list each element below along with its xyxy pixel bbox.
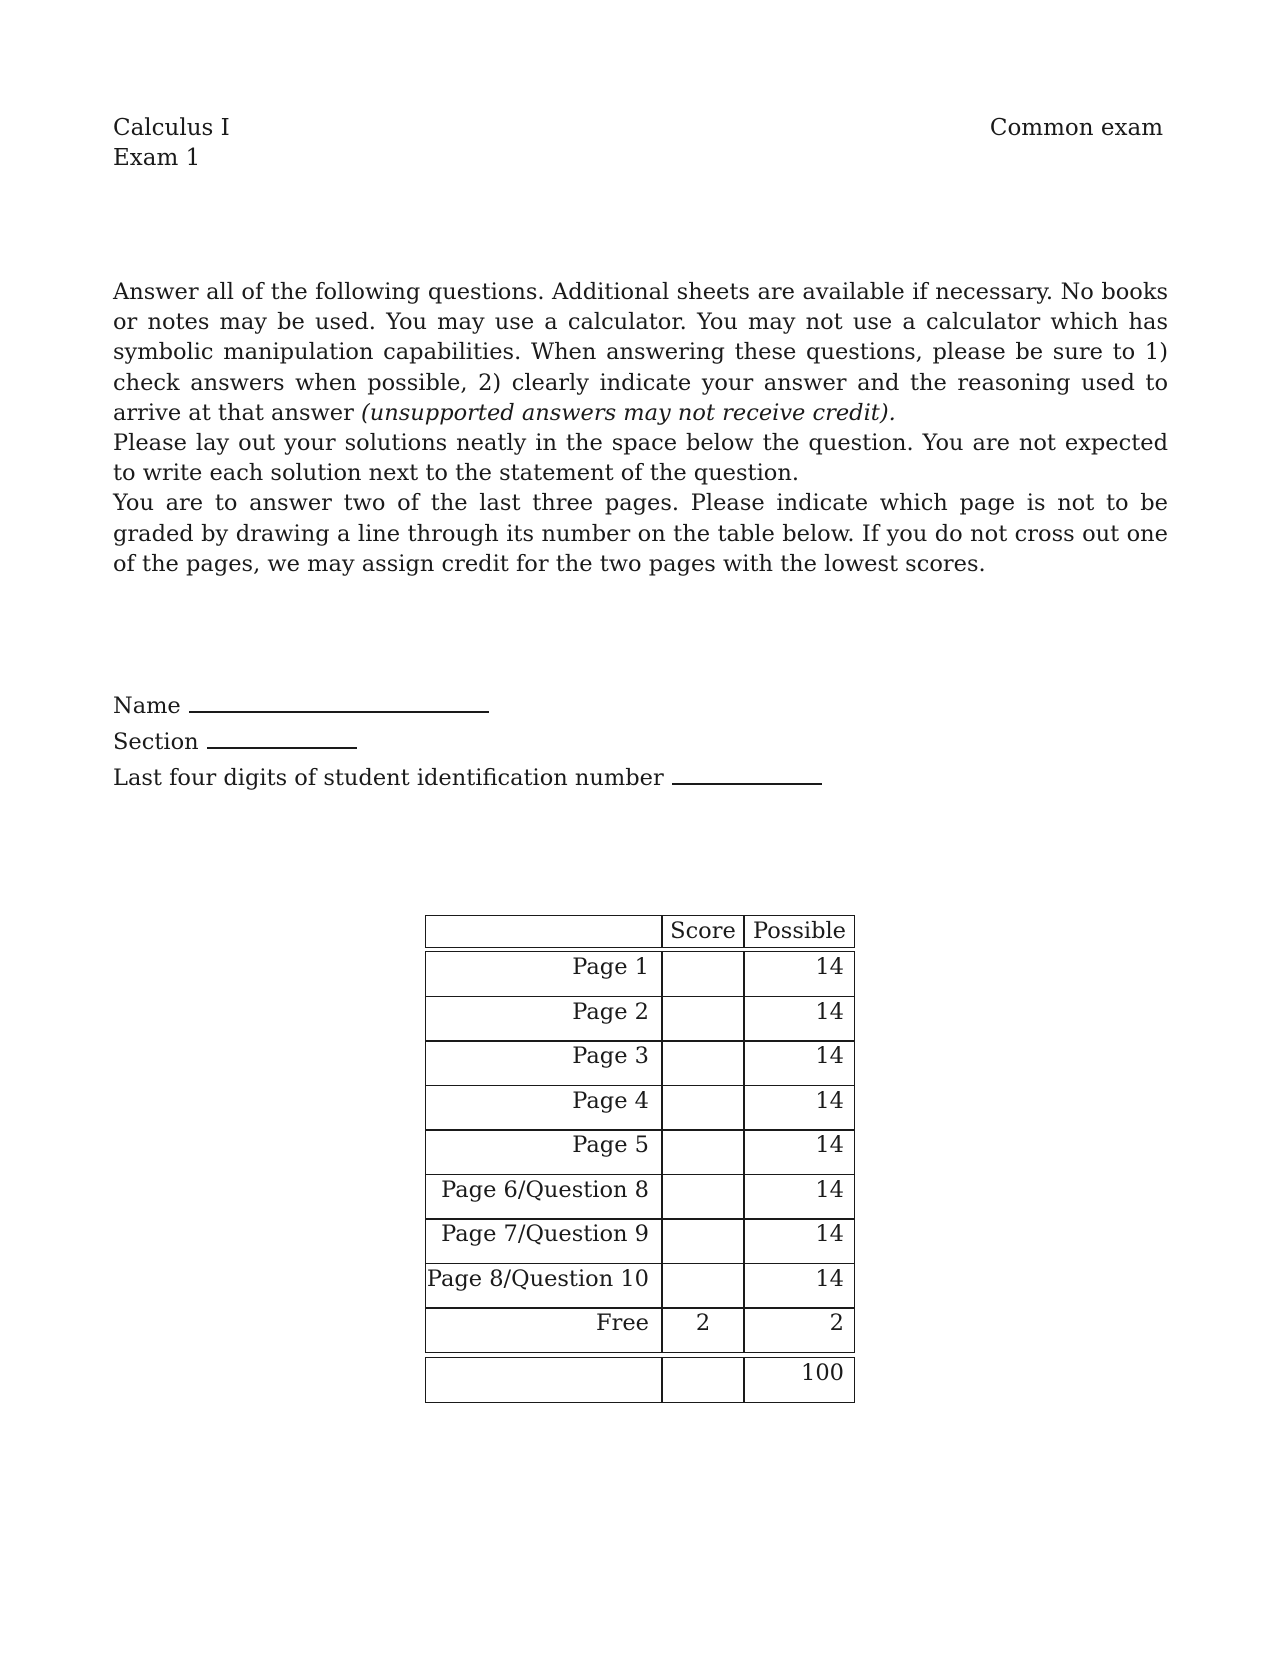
row-score[interactable] — [662, 1263, 744, 1309]
instructions-p1-main: Answer all of the following questions. Additional sheets are available if necessary. No books or notes may be used. You may use a calculator. You may not use a calculator which has symbolic manipulation capabilities. When answering these questions, please be sure to 1) check answers when possible, 2) clearly indicate your answer and the reasoning used to arrive at that answer — [113, 279, 1168, 426]
instructions — [113, 277, 1168, 579]
instructions-paragraph-2: Please lay out your solutions neatly in the space below the question. You are not expected to write each solution next to the statement of the question. — [113, 430, 1168, 487]
table-row — [425, 997, 855, 1042]
id-row — [113, 755, 822, 791]
id-field[interactable] — [672, 782, 822, 785]
header-label-cell — [425, 915, 662, 948]
header-left — [113, 113, 230, 173]
total-score[interactable] — [662, 1357, 744, 1403]
row-label: Page 4 — [425, 1085, 662, 1131]
exam-title: Exam 1 — [113, 145, 201, 171]
row-score[interactable] — [662, 951, 744, 997]
row-score[interactable] — [662, 996, 744, 1042]
section-field[interactable] — [207, 746, 357, 749]
name-field[interactable] — [189, 710, 489, 713]
row-score[interactable] — [662, 1085, 744, 1131]
row-label: Page 5 — [425, 1129, 662, 1175]
instructions-paragraph-3: You are to answer two of the last three pages. Please indicate which page is not to be graded by drawing a line through its number on the table below. If you do not cross out one of the pages, we may assign credit for the two pages with the lowest scores. — [113, 490, 1168, 577]
table-row — [425, 1264, 855, 1309]
exam-type: Common exam — [989, 115, 1163, 141]
row-label: Page 7/Question 9 — [425, 1218, 662, 1264]
total-possible: 100 — [744, 1357, 855, 1403]
row-score[interactable] — [662, 1040, 744, 1086]
table-row — [425, 1086, 855, 1131]
row-possible: 14 — [744, 1174, 855, 1220]
row-possible: 14 — [744, 1040, 855, 1086]
row-label: Page 1 — [425, 951, 662, 997]
row-possible: 14 — [744, 1263, 855, 1309]
course-title: Calculus I — [113, 115, 230, 141]
table-row — [425, 1131, 855, 1176]
row-possible: 14 — [744, 1085, 855, 1131]
row-label: Page 2 — [425, 996, 662, 1042]
row-possible: 14 — [744, 951, 855, 997]
row-label: Free — [425, 1307, 662, 1353]
table-row — [425, 1042, 855, 1087]
row-possible: 14 — [744, 996, 855, 1042]
row-possible: 2 — [744, 1307, 855, 1353]
instructions-paragraph-1 — [113, 277, 1168, 428]
id-label: Last four digits of student identification number — [113, 765, 664, 791]
table-row — [425, 951, 855, 997]
row-label: Page 8/Question 10 — [425, 1263, 662, 1309]
instructions-p1-italic: (unsupported answers may not receive credit). — [361, 399, 896, 426]
row-score[interactable]: 2 — [662, 1307, 744, 1353]
score-table — [425, 915, 855, 1403]
row-label: Page 3 — [425, 1040, 662, 1086]
row-score[interactable] — [662, 1174, 744, 1220]
row-score[interactable] — [662, 1129, 744, 1175]
total-label — [425, 1357, 662, 1403]
table-row — [425, 1220, 855, 1265]
total-row — [425, 1357, 855, 1403]
name-label: Name — [113, 693, 181, 719]
name-row — [113, 683, 822, 719]
table-body — [425, 951, 855, 1353]
table-row — [425, 1175, 855, 1220]
student-info-fields — [113, 683, 822, 791]
row-possible: 14 — [744, 1129, 855, 1175]
row-possible: 14 — [744, 1218, 855, 1264]
header-possible-cell: Possible — [744, 915, 855, 948]
row-label: Page 6/Question 8 — [425, 1174, 662, 1220]
section-label: Section — [113, 729, 199, 755]
header-score-cell: Score — [662, 915, 744, 948]
table-row — [425, 1309, 855, 1354]
section-row — [113, 719, 822, 755]
table-header-row — [425, 915, 855, 948]
row-score[interactable] — [662, 1218, 744, 1264]
